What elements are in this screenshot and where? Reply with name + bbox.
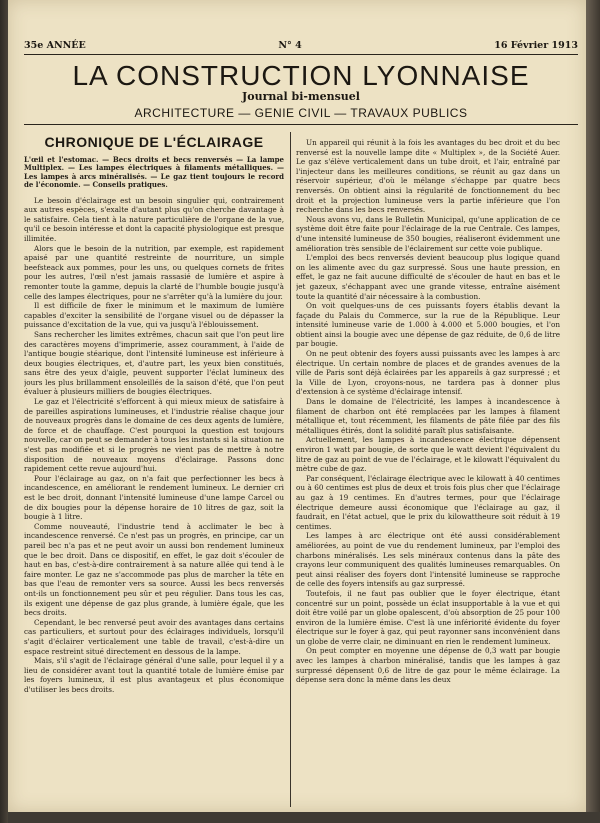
article-paragraph: Sans rechercher les limites extrêmes, chacun sait que l'on peut lire des caractères moyens d'imprimerie, assez couramment, à l'aide de l'antique bougie stéarique, dont l'intensité lumineuse est inférieure à deux bougies électriques, et, d'autre part, les yeux bien constitués, sans être des yeux d'aigle, peuvent supporter l'éclat lumineux des jours les plus brillamment ensoleillés de la saison d'été, que l'on peut évaluer à plusieurs milliers de bougies électriques. [24,329,284,397]
article-paragraph: Actuellement, les lampes à incandescence électrique dépensent environ 1 watt par bougie, de sorte que le watt devient l'équivalent du litre de gaz au point de vue de l'éclairage, et le kilowatt l'équivalent du mètre cube de gaz. [296,435,560,474]
article-paragraph: L'emploi des becs renversés devient beaucoup plus logique quand on les alimente avec du gaz surpressé. Sous une haute pression, en effet, le gaz ne fait aucune difficulté de s'écouler de haut en bas et le jet gazeux, s'échappant avec une grande vitesse, entraîne aisément toute la quantité d'air nécessaire à la combustion. [296,253,560,301]
article-title: CHRONIQUE DE L'ÉCLAIRAGE [44,134,264,150]
article-paragraph: Les lampes à arc électrique ont été aussi considérablement améliorées, au point de vue du rendement lumineux, par l'emploi des charbons minéralisés. Les sels minéraux contenus dans la pâte des crayons leur communiquent des qualités lumineuses remarquables. On peut ainsi réaliser des foyers dont l'intensité lumineuse se rapproche de celle des foyers intensifs au gaz surpressé. [296,531,560,589]
article-paragraph: Pour l'éclairage au gaz, on n'a fait que perfectionner les becs à incandescence, en améliorant le rendement lumineux. Le dernier cri est le bec droit, donnant l'intensité lumineuse d'une lampe Carcel ou de dix bougies pour la dépense horaire de 10 litres de gaz, soit la bougie à 1 litre. [24,473,284,522]
header-rule [24,54,578,55]
article-paragraph: Le gaz et l'électricité s'efforcent à qui mieux mieux de satisfaire à de pareilles aspirations lumineuses, et l'industrie réalise chaque jour de nouveaux progrès dans le domaine de ces deux agents de lumière, de force et de chauffage. C'est pourquoi la question est toujours nouvelle, car on peut se demander à tous les instants si la situation ne s'est pas modifiée et si le progrès ne vient pas de mettre à notre disposition de nouveaux moyens d'éclairage. Passons donc rapidement cette revue aujourd'hui. [24,397,284,474]
book-binding [0,0,8,823]
masthead-title: LA CONSTRUCTION LYONNAISE [72,60,530,91]
masthead-rubrics: ARCHITECTURE — GENIE CIVIL — TRAVAUX PUBLICS [134,106,468,120]
article-paragraph: Comme nouveauté, l'industrie tend à acclimater le bec à incandescence renversé. Ce n'est pas un progrès, en principe, car un pareil bec n'a pas et ne peut avoir un aussi bon rendement lumineux que le bec droit. Dans ce dispositif, en effet, le gaz doit s'écouler de haut en bas, c'est-à-dire contrairement à sa nature allée qui tend à le faire monter. Le gaz ne s'accommode pas plus de marcher la tête en bas que l'eau de remonter vers sa source. Aussi les becs renversés ont-ils un fonctionnement peu sûr et peu régulier. Dans tous les cas, ils exigent une dépense de gaz plus grande, à lumière égale, que les becs droits. [24,521,284,618]
article-paragraph: On ne peut obtenir des foyers aussi puissants avec les lampes à arc électrique. Un certain nombre de places et de grandes avenues de la ville de Paris sont déjà éclairées par les appareils à gaz surpressé ; et la Ville de Lyon, croyons-nous, ne tardera pas à donner plus d'extension à ce système d'éclairage intensif. [296,349,560,397]
article-paragraph: Mais, s'il s'agit de l'éclairage général d'une salle, pour lequel il y a lieu de considérer avant tout la quantité totale de lumière émise par les foyers lumineux, il est plus avantageux et plus économique d'utiliser les becs droits. [24,656,284,694]
masthead-rule [24,124,578,125]
article-paragraph: Il est difficile de fixer le minimum et le maximum de lumière capables d'exciter la sensibilité de l'organe visuel ou de dépasser la puissance d'excitation de la vue, qui va jusqu'à l'éblouissement. [24,301,284,330]
article-paragraph: Le besoin d'éclairage est un besoin singulier qui, contrairement aux autres espèces, s'exalte d'autant plus qu'on cherche davantage à le satisfaire. Cela tient à la nature particulière de l'organe de la vue, qu'il ce besoin intéresse et dont la capacité physiologique est presque illimitée. [24,195,284,243]
issue-number: N° 4 [278,40,302,51]
right-column [296,138,560,818]
issue-date: 16 Février 1913 [494,40,578,51]
article-paragraph: Par conséquent, l'éclairage électrique avec le kilowatt à 40 centimes ou à 60 centimes est plus de deux et trois fois plus cher que l'éclairage au gaz à 19 centimes. En d'autres termes, pour que l'éclairage électrique demeure aussi économique que l'éclairage au gaz, il faudrait, en l'état actuel, que le prix du kilowattheure soit réduit à 19 centimes. [296,473,560,531]
left-column [24,130,284,810]
article-summary: L'œil et l'estomac. — Becs droits et becs renversés — La lampe Multiplex. — Les lampes électriques à filaments métalliques. — Les lampes à arcs minéralisés. — Le gaz tient toujours le record de l'économie. — Conseils pratiques. [24,154,284,190]
article-paragraph: Cependant, le bec renversé peut avoir des avantages dans certains cas particuliers, et surtout pour des éclairages individuels, lorsqu'il s'agit d'éclairer verticalement une table de travail, c'est-à-dire un espace restreint situé directement en dessous de la lampe. [24,617,284,656]
article-paragraph: On peut compter en moyenne une dépense de 0,3 watt par bougie avec les lampes à charbon minéralisé, tandis que les lampes à gaz surpressé dépensent 0,6 de litre de gaz pour le même éclairage. La dépense sera donc la même dans les deux [296,646,560,685]
issue-year: 35e ANNÉE [24,40,86,51]
article-paragraph: On voit quelques-uns de ces puissants foyers établis devant la façade du Palais du Commerce, sur la rue de la République. Leur intensité lumineuse varie de 1.000 à 4.000 et 5.000 bougies, et l'on obtient ainsi la bougie avec une dépense de gaz réduite, de 0,6 de litre par bougie. [296,301,560,349]
article-paragraph: Un appareil qui réunit à la fois les avantages du bec droit et du bec renversé est la nouvelle lampe dite « Multiplex », de la Société Auer. Le gaz s'élève verticalement dans un tube droit, et l'air, entraîné par l'injecteur dans les meilleures conditions, se réunit au gaz dans un réservoir supérieur, d'où le mélange s'échappe par quatre becs renversés. On obtient ainsi la régularité de fonctionnement du bec droit et la projection lumineuse vers la partie inférieure que l'on recherche dans les becs renversés. [296,138,560,215]
column-divider [290,132,291,807]
article-paragraph: Toutefois, il ne faut pas oublier que le foyer électrique, étant concentré sur un point, possède un éclat insupportable à la vue et qui doit être voilé par un globe opalescent, d'où absorption de 25 pour 100 environ de la lumière émise. C'est là une infériorité évidente du foyer électrique sur le foyer à gaz, qui peut rayonner sans inconvénient dans un globe de verre clair, ne diminuant en rien le rendement lumineux. [296,588,560,646]
article-paragraph: Dans le domaine de l'électricité, les lampes à incandescence à filament de charbon ont été remplacées par les lampes à filament métallique et, tout récemment, les filaments de pâte filée par des fils métalliques étirés, dont la solidité paraît plus satisfaisante. [296,397,560,435]
page-edge [586,0,600,823]
issue-line [24,40,578,51]
article-paragraph: Nous avons vu, dans le Bulletin Municipal, qu'une application de ce système doit être faite pour l'éclairage de la rue Centrale. Ces lampes, d'une intensité lumineuse de 350 bougies, réaliseront évidemment une amélioration très sensible de l'éclairement sur cette voie publique. [296,214,560,253]
masthead-subtitle: Journal bi-mensuel [242,90,360,103]
article-paragraph: Alors que le besoin de la nutrition, par exemple, est rapidement apaisé par une quantité restreinte de nourriture, un simple beefsteack aux pommes, pour les uns, ou quelques cornets de frites pour les autres, l'œil n'est jamais rassasié de lumière et aspire à remonter toute la gamme, depuis la clarté de l'humble bougie jusqu'à celle des lampes électriques, pour ne s'arrêter qu'à la lumière du jour. [24,243,284,301]
